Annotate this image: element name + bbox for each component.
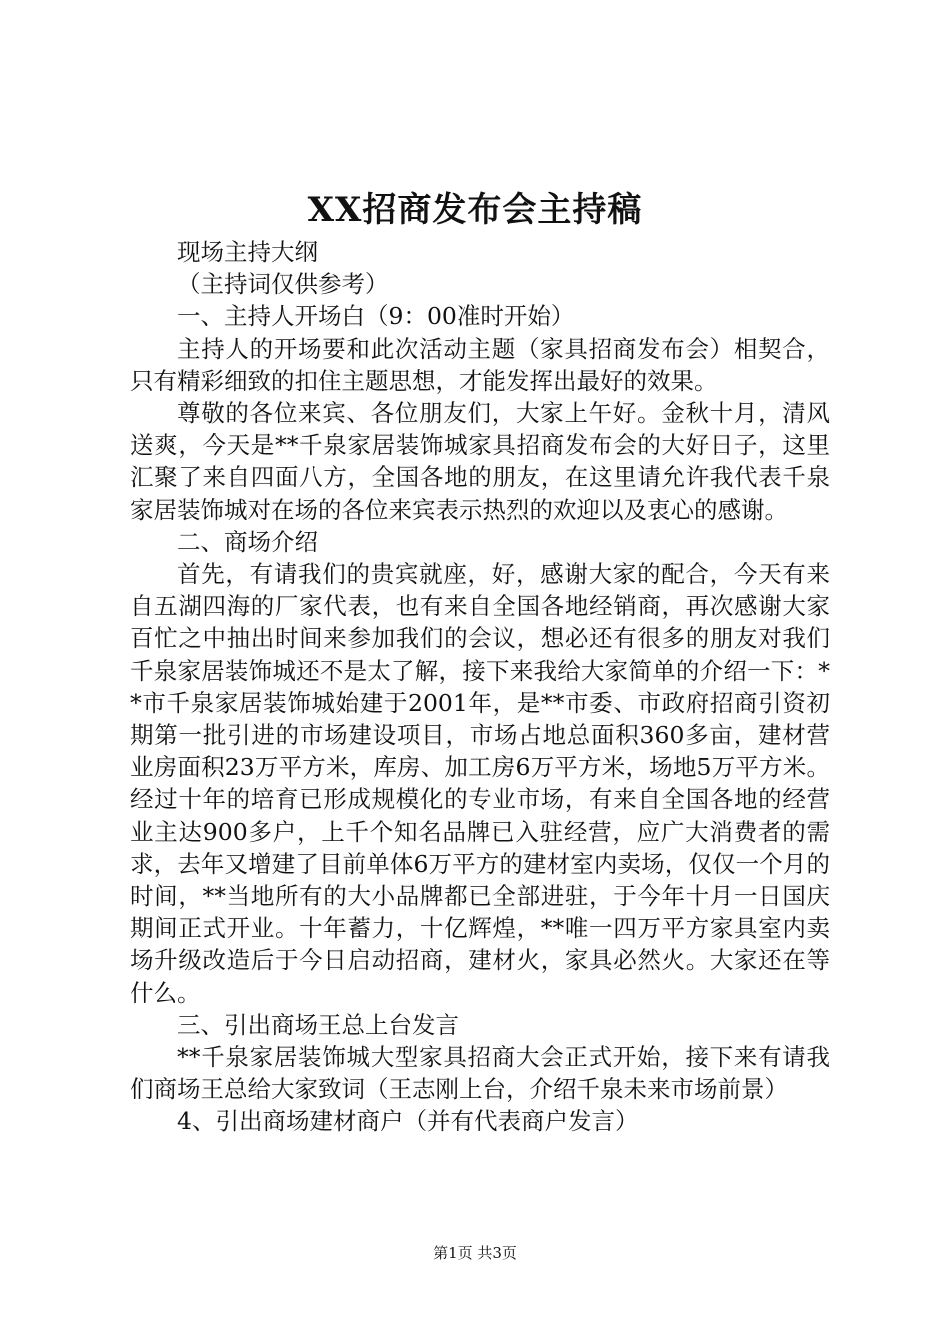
section-heading-opening: 一、主持人开场白（9：00准时开始） — [177, 302, 575, 331]
outline-heading: 现场主持大纲 — [177, 238, 318, 266]
section-heading-manager-speech: 三、引出商场王总上台发言 — [177, 1010, 459, 1039]
paragraph-manager-speech: **千泉家居装饰城大型家具招商大会正式开始，接下来有请我们商场王总给大家致词（王志刚上台，介绍千泉未来市场前景） — [130, 1043, 830, 1104]
paragraph-opening-note: 主持人的开场要和此次活动主题（家具招商发布会）相契合，只有精彩细致的扣住主题思想，才能发挥出最好的效果。 — [130, 334, 830, 395]
document-body — [130, 236, 830, 1138]
paragraph-mall-intro: 首先，有请我们的贵宾就座，好，感谢大家的配合，今天有来自五湖四海的厂家代表，也有来自全国各地经销商，再次感谢大家百忙之中抽出时间来参加我们的会议，想必还有很多的朋友对我们千泉家居装饰城还不是太了解，接下来我给大家简单的介绍一下：**市千泉家居装饰城始建于2001年，是**市委、市政府招商引资初期第一批引进的市场建设项目，市场占地总面积360多亩，建材营业房面积23万平方米，库房、加工房6万平方米，场地5万平方米。经过十年的培育已形成规模化的专业市场，有来自全国各地的经营业主达900多户，上千个知名品牌已入驻经营，应广大消费者的需求，去年又增建了目前单体6万平方的建材室内卖场，仅仅一个月的时间，**当地所有的大小品牌都已全部进驻，于今年十月一日国庆期间正式开业。十年蓄力，十亿辉煌，**唯一四万平方家具室内卖场升级改造后于今日启动招商，建材火，家具必然火。大家还在等什么。 — [130, 560, 830, 1007]
reference-note: （主持词仅供参考） — [177, 270, 389, 299]
page-footer: 第1页 共3页 — [433, 1244, 517, 1262]
section-heading-merchants: 4、引出商场建材商户（并有代表商户发言） — [177, 1107, 639, 1136]
paragraph-welcome: 尊敬的各位来宾、各位朋友们，大家上午好。金秋十月，清风送爽，今天是**千泉家居装饰城家具招商发布会的大好日子，这里汇聚了来自四面八方，全国各地的朋友，在这里请允许我代表千泉家居装饰城对在场的各位来宾表示热烈的欢迎以及衷心的感谢。 — [130, 399, 830, 524]
section-heading-mall-intro: 二、商场介绍 — [177, 527, 318, 556]
page-title: XX招商发布会主持稿 — [307, 190, 643, 230]
